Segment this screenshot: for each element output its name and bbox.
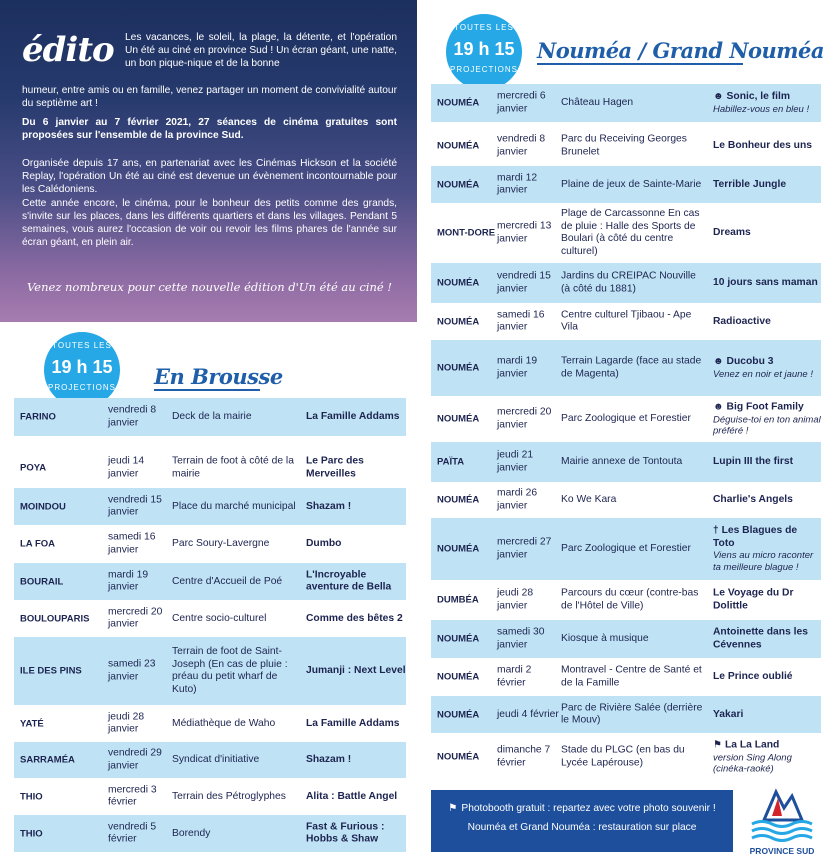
- city-cell: LA FOA: [20, 538, 56, 550]
- place-cell: Parcours du cœur (contre-bas de l'Hôtel de Ville): [561, 587, 699, 611]
- table-row: [14, 742, 406, 778]
- film-title: L'Incroyable aventure de Bella: [306, 569, 392, 593]
- info-line-2: Nouméa et Grand Nouméa : restauration sur place: [467, 822, 697, 833]
- film-cell: [713, 401, 821, 437]
- table-row: [431, 733, 821, 781]
- city-cell: MOINDOU: [20, 501, 66, 512]
- table-row: [431, 166, 821, 203]
- film-cell: [713, 494, 821, 507]
- date-cell: mardi 26 janvier: [497, 487, 538, 511]
- date-cell: mardi 12 janvier: [497, 172, 538, 196]
- film-title: Comme des bêtes 2: [306, 612, 403, 624]
- table-row: [431, 126, 821, 166]
- date-cell: mardi 2 février: [497, 664, 532, 688]
- place-cell: Place du marché municipal: [172, 500, 296, 512]
- city-cell: POYA: [20, 462, 47, 474]
- film-title: Yakari: [713, 708, 744, 720]
- city-cell: NOUMÉA: [437, 413, 480, 425]
- section-underline: [537, 63, 743, 65]
- place-cell: Parc du Receiving Georges Brunelet: [561, 133, 687, 157]
- table-row: [431, 303, 821, 340]
- place-cell: Stade du PLGC (en bas du Lycée Lapérouse): [561, 744, 685, 768]
- place-cell: Terrain de foot de Saint-Joseph (En cas de pluie : préau du petit wharf de Kuto): [172, 646, 288, 695]
- city-cell: NOUMÉA: [437, 671, 480, 683]
- table-row: [431, 203, 821, 263]
- city-cell: THIO: [20, 791, 43, 802]
- film-cell: [713, 140, 821, 153]
- date-cell: vendredi 29 janvier: [108, 747, 162, 771]
- table-row: [14, 525, 406, 563]
- film-cell: [713, 456, 821, 469]
- film-title: Antoinette dans les Cévennes: [713, 626, 808, 650]
- film-cell: [713, 315, 821, 328]
- table-row: [14, 448, 406, 488]
- photobooth-mask-icon: ☻: [713, 91, 724, 102]
- place-cell: Terrain de foot à côté de la mairie: [172, 455, 294, 479]
- place-cell: Jardins du CREIPAC Nouville (à côté du 1881): [561, 270, 696, 294]
- place-cell: Borendy: [172, 827, 211, 839]
- date-cell: jeudi 21 janvier: [497, 449, 534, 473]
- city-cell: NOUMÉA: [437, 316, 480, 327]
- date-cell: mercredi 20 janvier: [108, 606, 163, 630]
- date-cell: mercredi 27 janvier: [497, 536, 552, 560]
- badge-time: 19 h 15: [51, 357, 113, 377]
- film-title: Dreams: [713, 226, 751, 238]
- film-title: Shazam !: [306, 500, 352, 512]
- time-badge-noumea: [446, 14, 522, 90]
- date-cell: vendredi 8 janvier: [108, 404, 157, 428]
- film-cell: [306, 500, 406, 513]
- film-title: Le Prince oublié: [713, 670, 793, 682]
- film-cell: [306, 790, 406, 803]
- microphone-icon: †: [713, 525, 719, 536]
- edito-paragraph-1: Les vacances, le soleil, la plage, la détente, et l'opération Un été au ciné en province Sud ! Un écran géant, une natte, un bon pique-nique et de la bonne: [125, 32, 397, 69]
- film-title: Ducobu 3: [726, 356, 774, 367]
- place-cell: Parc Zoologique et Forestier: [561, 542, 691, 554]
- film-title: Lupin III the first: [713, 455, 794, 467]
- time-badge-brousse: [44, 332, 120, 408]
- table-row: [431, 620, 821, 658]
- table-row: [14, 637, 406, 705]
- city-cell: NOUMÉA: [437, 179, 480, 190]
- badge-bottom-label: PROJECTIONS: [48, 383, 116, 392]
- place-cell: Ko We Kara: [561, 493, 617, 505]
- table-row: [431, 518, 821, 580]
- place-cell: Médiathèque de Waho: [172, 717, 276, 729]
- province-sud-logo: [744, 786, 820, 856]
- city-cell: NOUMÉA: [437, 362, 480, 374]
- city-cell: DUMBÉA: [437, 594, 479, 606]
- table-row: [431, 482, 821, 518]
- badge-top-label: TOUTES LES: [454, 23, 514, 32]
- place-cell: Syndicat d'initiative: [172, 753, 260, 765]
- table-row: [431, 340, 821, 396]
- mask-icon: ☻: [713, 356, 724, 367]
- film-title: Jumanji : Next Level: [306, 664, 406, 676]
- table-row: [431, 263, 821, 303]
- date-cell: samedi 23 janvier: [108, 658, 156, 682]
- city-cell: MONT-DORE: [437, 227, 496, 239]
- film-cell: [306, 538, 406, 551]
- film-title: Le Voyage du Dr Dolittle: [713, 587, 794, 611]
- film-title: La Famille Addams: [306, 410, 400, 422]
- table-row: [14, 815, 406, 852]
- film-title: Big Foot Family: [726, 401, 804, 413]
- film-cell: [713, 91, 821, 115]
- logo-text: PROVINCE SUD: [749, 846, 815, 856]
- info-line-1: Photobooth gratuit : repartez avec votre photo souvenir !: [461, 803, 716, 814]
- film-cell: [713, 277, 821, 290]
- date-cell: mercredi 6 janvier: [497, 90, 546, 114]
- film-title: Le Bonheur des uns: [713, 139, 812, 151]
- film-title: Charlie's Angels: [713, 493, 793, 505]
- film-cell: [306, 569, 406, 594]
- city-cell: ILE DES PINS: [20, 665, 82, 677]
- date-cell: jeudi 28 janvier: [497, 587, 534, 611]
- film-cell: [306, 754, 406, 767]
- place-cell: Montravel - Centre de Santé et de la Famille: [561, 664, 702, 688]
- film-title: Les Blagues de Toto: [713, 525, 798, 549]
- city-cell: THIO: [20, 828, 43, 839]
- edito-panel: [0, 0, 417, 322]
- film-cell: [306, 717, 406, 730]
- film-cell: [713, 227, 821, 240]
- place-cell: Parc Soury-Lavergne: [172, 537, 270, 549]
- table-row: [14, 778, 406, 815]
- date-cell: vendredi 15 janvier: [497, 270, 551, 294]
- film-cell: [713, 588, 821, 613]
- film-cell: [713, 356, 821, 380]
- film-title: Terrible Jungle: [713, 178, 787, 190]
- table-row: [14, 705, 406, 742]
- place-cell: Mairie annexe de Tontouta: [561, 455, 683, 467]
- film-title: Sonic, le film: [726, 91, 791, 102]
- mask-icon: ☻: [713, 401, 724, 413]
- date-cell: mercredi 20 janvier: [497, 406, 552, 430]
- place-cell: Kiosque à musique: [561, 632, 649, 644]
- city-cell: NOUMÉA: [437, 97, 480, 109]
- film-note: Déguise-toi en ton animal préféré !: [713, 413, 821, 437]
- badge-bottom-label: PROJECTIONS: [450, 65, 518, 74]
- photobooth-icon: ⚑: [448, 803, 458, 814]
- city-cell: NOUMÉA: [437, 140, 480, 152]
- city-cell: BOURAIL: [20, 576, 64, 587]
- film-title: 10 jours sans maman: [713, 276, 818, 288]
- date-cell: jeudi 4 février: [497, 708, 559, 720]
- place-cell: Centre socio-culturel: [172, 612, 267, 624]
- place-cell: Terrain des Pétroglyphes: [172, 790, 286, 802]
- place-cell: Centre culturel Tjibaou - Ape Vila: [561, 309, 692, 333]
- table-row: [431, 442, 821, 482]
- table-row: [431, 696, 821, 733]
- table-row: [431, 658, 821, 696]
- badge-top-label: TOUTES LES: [52, 341, 112, 350]
- place-cell: Deck de la mairie: [172, 410, 252, 422]
- date-cell: samedi 16 janvier: [108, 531, 156, 555]
- table-row: [431, 580, 821, 620]
- date-cell: mercredi 3 février: [108, 784, 157, 808]
- table-row: [431, 84, 821, 122]
- edito-paragraph-dates: Du 6 janvier au 7 février 2021, 27 séances de cinéma gratuites sont proposées sur l'ensemble de la province Sud.: [22, 117, 397, 141]
- film-title: Dumbo: [306, 537, 342, 549]
- city-cell: NOUMÉA: [437, 709, 480, 720]
- date-cell: vendredi 8 janvier: [497, 133, 546, 157]
- city-cell: NOUMÉA: [437, 543, 480, 555]
- film-title: Le Parc des Merveilles: [306, 455, 364, 479]
- film-title: La Famille Addams: [306, 717, 400, 729]
- section-title-noumea: Nouméa / Grand Nouméa: [537, 38, 824, 63]
- place-cell: Plage de Carcassonne En cas de pluie : Halle des Sports de Boulari (à côté du centre culturel): [561, 208, 700, 257]
- city-cell: PAÏTA: [437, 456, 465, 468]
- table-row: [14, 488, 406, 525]
- film-note: Venez en noir et jaune !: [713, 368, 813, 380]
- place-cell: Plaine de jeux de Sainte-Marie: [561, 178, 702, 190]
- film-cell: [713, 708, 821, 721]
- film-cell: [306, 612, 406, 625]
- film-cell: [306, 456, 406, 481]
- film-cell: [713, 178, 821, 191]
- film-title: Fast & Furious : Hobbs & Shaw: [306, 821, 385, 845]
- date-cell: vendredi 5 février: [108, 821, 157, 845]
- place-cell: Parc Zoologique et Forestier: [561, 412, 691, 424]
- photobooth-icon: ⚑: [713, 739, 722, 751]
- edito-call-to-action: Venez nombreux pour cette nouvelle édition d'Un été au ciné !: [27, 280, 392, 294]
- edito-paragraph-3: Organisée depuis 17 ans, en partenariat avec les Cinémas Hickson et la société Replay, l'opération Un été au ciné est devenue un évènement incontournable pour les Calédoniens.: [22, 158, 397, 195]
- film-note: version Sing Along (cinéka-raoké): [713, 751, 792, 775]
- date-cell: samedi 16 janvier: [497, 309, 545, 333]
- film-title: La La Land: [724, 739, 780, 751]
- place-cell: Château Hagen: [561, 96, 634, 108]
- city-cell: NOUMÉA: [437, 751, 480, 763]
- city-cell: FARINO: [20, 411, 56, 423]
- film-title: Alita : Battle Angel: [306, 790, 398, 802]
- table-row: [431, 396, 821, 442]
- city-cell: SARRAMÉA: [20, 754, 75, 766]
- table-row: [14, 563, 406, 600]
- film-cell: [713, 525, 821, 573]
- date-cell: jeudi 14 janvier: [108, 455, 145, 479]
- city-cell: NOUMÉA: [437, 277, 480, 289]
- film-cell: [713, 739, 821, 775]
- film-cell: [306, 411, 406, 424]
- city-cell: BOULOUPARIS: [20, 613, 90, 624]
- film-note: Viens au micro raconter ta meilleure blague !: [713, 550, 814, 573]
- logo-emblem-icon: [744, 786, 820, 842]
- section-title-brousse: En Brousse: [154, 364, 283, 389]
- info-banner: [431, 790, 733, 852]
- date-cell: mercredi 13 janvier: [497, 220, 552, 244]
- edito-paragraph-1-cont: humeur, entre amis ou en famille, venez partager un moment de convivialité autour du septième art !: [22, 85, 397, 109]
- table-row: [14, 600, 406, 637]
- section-underline: [154, 389, 260, 391]
- film-cell: [306, 821, 406, 846]
- film-cell: [713, 671, 821, 684]
- city-cell: YATÉ: [20, 718, 44, 729]
- edito-title: édito: [22, 30, 114, 70]
- city-cell: NOUMÉA: [437, 494, 480, 506]
- place-cell: Centre d'Accueil de Poé: [172, 575, 283, 587]
- film-cell: [713, 627, 821, 652]
- edito-paragraph-4: Cette année encore, le cinéma, pour le bonheur des petits comme des grands, s'invite sur les places, dans les différents quartiers et dans les villages. Pendant 5 semaines, vous aurez l'occasion de voir ou revoir les films phares de l'année sur écran géant, en plein air.: [22, 198, 397, 248]
- place-cell: Terrain Lagarde (face au stade de Magenta): [561, 355, 702, 379]
- date-cell: dimanche 7 février: [497, 744, 551, 768]
- date-cell: mardi 19 janvier: [497, 355, 538, 379]
- date-cell: vendredi 15 janvier: [108, 494, 162, 518]
- film-note: Habillez-vous en bleu !: [713, 103, 810, 115]
- date-cell: jeudi 28 janvier: [108, 711, 145, 735]
- table-row: [14, 398, 406, 436]
- badge-time: 19 h 15: [453, 39, 515, 59]
- place-cell: Parc de Rivière Salée (derrière le Mouv): [561, 702, 703, 726]
- city-cell: NOUMÉA: [437, 633, 480, 645]
- film-title: Shazam !: [306, 753, 352, 765]
- film-cell: [306, 665, 406, 678]
- film-title: Radioactive: [713, 315, 771, 327]
- date-cell: mardi 19 janvier: [108, 569, 149, 593]
- date-cell: samedi 30 janvier: [497, 626, 545, 650]
